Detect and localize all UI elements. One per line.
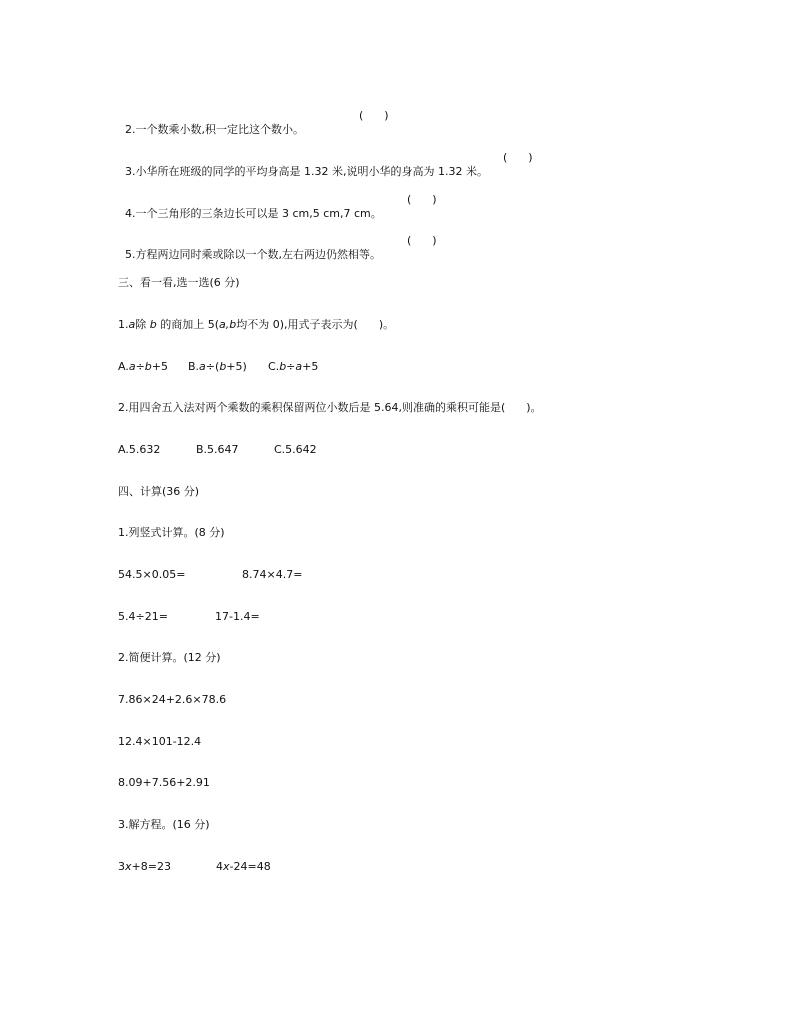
- var-a: a: [295, 360, 303, 373]
- equation-rest: -24=48: [229, 860, 271, 873]
- option-rest: +5: [302, 360, 319, 373]
- expression: 54.5×0.05=: [118, 568, 186, 581]
- judge-question-3-text: 3.小华所在班级的同学的平均身高是 1.32 米,说明小华的身高为 1.32 米。: [125, 165, 488, 178]
- var-a: a: [128, 318, 136, 331]
- judge-question-2: [118, 109, 389, 151]
- equation-rest: +8=23: [131, 860, 171, 873]
- section-heading-calc: 四、计算(36 分): [118, 485, 200, 498]
- expression: 12.4×101-12.4: [118, 735, 202, 748]
- option-c: [268, 360, 318, 374]
- simplify-title: 2.简便计算。(12 分): [118, 651, 221, 664]
- expression: 17-1.4=: [215, 610, 260, 623]
- q1-number: 1.: [118, 318, 129, 331]
- var-x: x: [125, 860, 132, 873]
- q1-text-part: 的商加上 5(: [156, 318, 220, 331]
- equation: [118, 860, 171, 874]
- answer-parentheses: ( ): [503, 151, 533, 164]
- coefficient: 4: [216, 860, 223, 873]
- var-b: b: [144, 360, 152, 373]
- answer-parentheses: ( ): [407, 193, 437, 206]
- expression: 8.74×4.7=: [242, 568, 303, 581]
- vertical-calc-row-2: [118, 610, 260, 652]
- option-a: A.5.632: [118, 443, 161, 456]
- judge-question-4-text: 4.一个三角形的三条边长可以是 3 cm,5 cm,7 cm。: [125, 207, 382, 220]
- operator: ÷: [135, 360, 145, 373]
- expression: 5.4÷21=: [118, 610, 168, 623]
- var-a: a: [199, 360, 206, 373]
- choose-question-2: 2.用四舍五入法对两个乘数的乘积保留两位小数后是 5.64,则准确的乘积可能是( )。: [118, 401, 542, 414]
- q1-text-part: 均不为 0),用式子表示为( )。: [236, 318, 395, 331]
- var-ab: a,b: [219, 318, 237, 331]
- equation-title: 3.解方程。(16 分): [118, 818, 210, 831]
- choose-question-1: [118, 318, 394, 332]
- option-rest: +5: [151, 360, 168, 373]
- answer-parentheses: ( ): [407, 234, 437, 247]
- q1-text-part: 除: [135, 318, 150, 331]
- var-b: b: [149, 318, 157, 331]
- var-a: a: [128, 360, 136, 373]
- option-a: [118, 360, 168, 374]
- var-b: b: [219, 360, 227, 373]
- answer-parentheses: ( ): [359, 109, 389, 122]
- option-b: [188, 360, 247, 374]
- vertical-calc-title: 1.列竖式计算。(8 分): [118, 526, 225, 539]
- expression: 7.86×24+2.6×78.6: [118, 693, 227, 706]
- operator: ÷(: [205, 360, 220, 373]
- section-heading-choose: 三、看一看,选一选(6 分): [118, 276, 240, 289]
- option-label: A.: [118, 360, 129, 373]
- judge-question-5-text: 5.方程两边同时乘或除以一个数,左右两边仍然相等。: [125, 248, 381, 261]
- var-x: x: [223, 860, 230, 873]
- option-b: B.5.647: [196, 443, 239, 456]
- judge-question-3: [118, 151, 533, 193]
- option-rest: +5): [226, 360, 247, 373]
- var-b: b: [279, 360, 287, 373]
- judge-question-5: [118, 234, 437, 276]
- equation: [216, 860, 271, 874]
- expression: 8.09+7.56+2.91: [118, 776, 210, 789]
- operator: ÷: [286, 360, 296, 373]
- option-c: C.5.642: [274, 443, 317, 456]
- option-label: B.: [188, 360, 200, 373]
- equation-row: [118, 860, 271, 902]
- judge-question-2-text: 2.一个数乘小数,积一定比这个数小。: [125, 123, 304, 136]
- vertical-calc-row-1: [118, 568, 303, 610]
- judge-question-4: [118, 193, 437, 235]
- coefficient: 3: [118, 860, 125, 873]
- option-label: C.: [268, 360, 280, 373]
